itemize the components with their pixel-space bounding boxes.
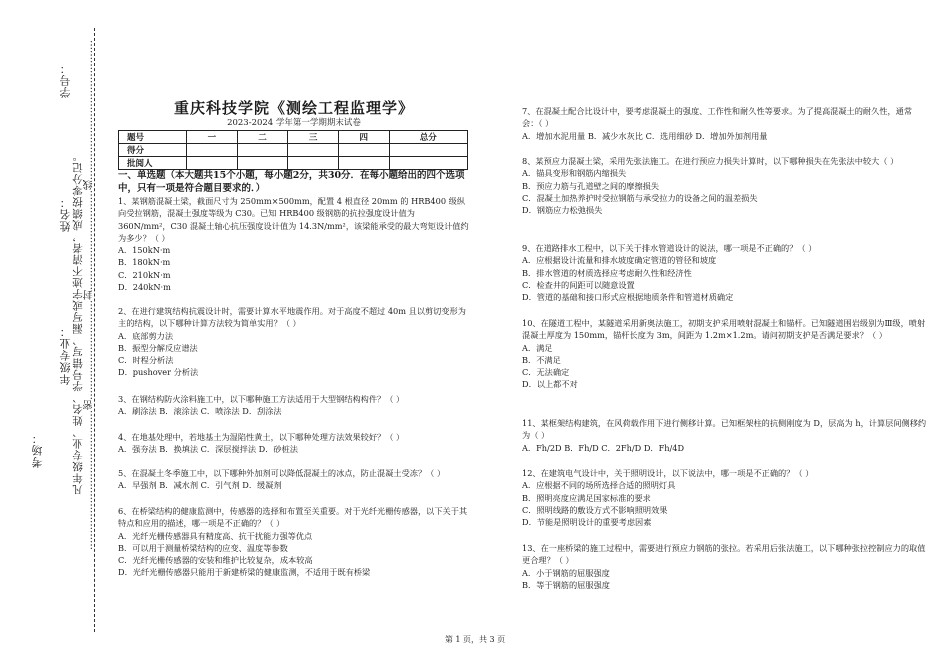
section-heading: 一、单选题（本大题共15个小题，每小题2分，共30分．在每小题给出的四个选项中，只有一项是符合题目要求的．） [118, 170, 465, 194]
score-cell [389, 144, 467, 157]
question-stem: 9、在道路排水工程中，以下关于排水管道设计的说法，哪一项是不正确的？（ ） [522, 243, 817, 253]
score-header-cell: 三 [288, 131, 339, 144]
score-header-cell: 二 [237, 131, 288, 144]
score-cell [237, 157, 288, 170]
question-option: C．混凝土加热养护时受拉钢筋与承受拉力的设备之间的温差损失 [522, 192, 758, 203]
score-row-label: 得分 [119, 144, 187, 157]
question-stem: 13、在一座桥梁的施工过程中，需要进行预应力钢筋的张拉。若采用后张法施工，以下哪种张拉控制应力的取值更合理？（ ） [522, 543, 926, 566]
question [118, 393, 470, 418]
question-option: C．光纤光栅传感器的安装和维护比较复杂，成本较高 [118, 555, 313, 566]
question-option: B．可以用于测量桥梁结构的应变、温度等参数 [118, 542, 288, 553]
question-stem: 10、在隧道工程中，某隧道采用新奥法施工，初期支护采用喷射混凝土和锚杆。已知隧道围岩级别为Ⅲ级，喷射混凝土厚度为 150mm，锚杆长度为 3m，间距为 1.2m×1.2m。请问初期支护是否满足要求？（ ） [522, 318, 926, 341]
question-stem: 4、在地基处理中，若地基土为湿陷性黄土，以下哪种处理方法效果较好？（ ） [118, 432, 405, 442]
score-cell [338, 157, 389, 170]
question [522, 317, 927, 391]
score-cell [187, 157, 238, 170]
score-table-header-row [119, 131, 468, 144]
score-cell [237, 144, 288, 157]
question-option: A．应根据设计流量和排水坡度确定管道的管径和坡度 [522, 255, 717, 266]
question-option: A．强夯法 B．换填法 C．深层搅拌法 D．砂桩法 [118, 444, 298, 455]
question-option: A．150kN·m [118, 245, 171, 256]
question-option: A．增加水泥用量 B．减少水灰比 C．选用细砂 D．增加外加剂用量 [522, 130, 768, 141]
question-option: C．检查井的间距可以随意设置 [522, 279, 635, 290]
question-option: D．钢筋应力松弛损失 [522, 205, 603, 216]
page-footer: 第 1 页，共 3 页 [444, 635, 506, 644]
question [522, 242, 927, 303]
question-option: B．排水管道的材质选择应考虑耐久性和经济性 [522, 267, 692, 278]
question-option: A．小于钢筋的屈服强度 [522, 567, 610, 578]
question [118, 431, 470, 456]
question-option: D．节能是照明设计的重要考虑因素 [522, 517, 652, 528]
question-option: A．Fh/2D B．Fh/D C．2Fh/D D．Fh/4D [522, 442, 685, 453]
question-stem: 3、在钢结构防火涂料施工中，以下哪种施工方法适用于大型钢结构构件？（ ） [118, 394, 405, 404]
question-option: C．照明线路的敷设方式不影响照明效果 [522, 504, 668, 515]
score-table-row [119, 157, 468, 170]
question-option: D．管道的基础和接口形式应根据地质条件和管道材质确定 [522, 292, 734, 303]
question-option: B．振型分解反应谱法 [118, 342, 198, 353]
score-row-label: 批阅人 [119, 157, 187, 170]
question [522, 155, 927, 216]
question-option: D．pushover 分析法 [118, 367, 199, 378]
question [118, 195, 470, 293]
question-stem: 12、在建筑电气设计中，关于照明设计，以下说法中，哪一项是不正确的？（ ） [522, 468, 814, 478]
question-option: B．不满足 [522, 354, 561, 365]
score-header-cell: 题号 [119, 131, 187, 144]
exam-site-label: 考场： [31, 432, 44, 468]
score-cell [338, 144, 389, 157]
question-option: C．时程分析法 [118, 355, 174, 366]
notice-text: 凡年级专业、姓名、学号错写、漏写或字迹不清者，成绩按零分记。 [72, 150, 84, 495]
exam-title: 重庆科技学院《测绘工程监理学》 [173, 99, 414, 117]
question-stem: 8、某预应力混凝土梁，采用先张法施工。在进行预应力损失计算时，以下哪种损失在先张法中较大（ ） [522, 156, 899, 166]
question-option: C．210kN·m [118, 269, 171, 280]
score-table-row [119, 144, 468, 157]
question [118, 305, 470, 379]
question [522, 105, 927, 142]
question-option: B．180kN·m [118, 257, 171, 268]
name-label: 姓名： [59, 196, 72, 232]
question-option: A．满足 [522, 342, 553, 353]
score-header-cell: 总分 [389, 131, 467, 144]
grade-major-label: 年级专业： [59, 325, 72, 385]
question-option: A．应根据不同的场所选择合适的照明灯具 [522, 480, 676, 491]
question-option: A．早强剂 B．减水剂 C．引气剂 D．缓凝剂 [118, 480, 282, 491]
question-stem: 1、某钢筋混凝土梁，截面尺寸为 250mm×500mm，配置 4 根直径 20mm 的 HRB400 级纵向受拉钢筋，混凝土强度等级为 C30。已知 HRB400 级钢筋的抗拉强度设计值为 360N/mm²，C30 混凝土轴心抗压强度设计值为 14.3N/mm²，该梁能承受的最大弯矩设计值约为多少？（ ） [118, 196, 469, 243]
score-cell [187, 144, 238, 157]
question [522, 467, 927, 528]
question-option: B．照明亮度应满足国家标准的要求 [522, 492, 651, 503]
seal-line-text: ……………………………………密…………………………封…………………………线…………………………………… [84, 40, 95, 550]
question [118, 467, 470, 492]
question-option: A．刷涂法 B．滚涂法 C．喷涂法 D．刮涂法 [118, 406, 282, 417]
question [118, 505, 470, 579]
question [522, 417, 927, 454]
exam-subtitle: 2023-2024 学年第一学期期末试卷 [227, 118, 361, 128]
question-stem: 7、在混凝土配合比设计中，要考虑混凝土的强度、工作性和耐久性等要求。为了提高混凝土的耐久性，通常会：（ ） [522, 106, 913, 129]
question-stem: 5、在混凝土冬季施工中，以下哪种外加剂可以降低混凝土的冰点，防止混凝土受冻？（ ） [118, 468, 446, 478]
question-option: B．等于钢筋的屈服强度 [522, 579, 610, 590]
question [522, 542, 927, 591]
score-cell [288, 144, 339, 157]
question-option: B．预应力筋与孔道壁之间的摩擦损失 [522, 180, 660, 191]
question-stem: 11、某框架结构建筑，在风荷载作用下进行侧移计算。已知框架柱的抗侧刚度为 D，层高为 h，计算层间侧移约为（ ） [522, 418, 927, 441]
score-header-cell: 一 [187, 131, 238, 144]
question-option: D．以上都不对 [522, 379, 578, 390]
question-stem: 2、在进行建筑结构抗震设计时，需要计算水平地震作用。对于高度不超过 40m 且以剪切变形为主的结构，以下哪种计算方法较为简单实用？（ ） [118, 306, 466, 329]
question-option: A．锚具变形和钢筋内缩损失 [522, 168, 627, 179]
question-option: D．光纤光栅传感器只能用于新建桥梁的健康监测，不适用于既有桥梁 [118, 567, 371, 578]
score-header-cell: 四 [338, 131, 389, 144]
score-table [118, 130, 468, 170]
student-id-label: 学号： [59, 62, 72, 98]
question-option: A．底部剪力法 [118, 330, 174, 341]
question-option: D．240kN·m [118, 282, 171, 293]
question-option: C．无法确定 [522, 367, 570, 378]
binding-margin [0, 0, 112, 672]
question-option: A．光纤光栅传感器具有精度高、抗干扰能力强等优点 [118, 530, 313, 541]
score-cell [389, 157, 467, 170]
question-stem: 6、在桥梁结构的健康监测中，传感器的选择和布置至关重要。对于光纤光栅传感器，以下关于其特点和应用的描述，哪一项是不正确的？（ ） [118, 506, 468, 529]
score-cell [288, 157, 339, 170]
